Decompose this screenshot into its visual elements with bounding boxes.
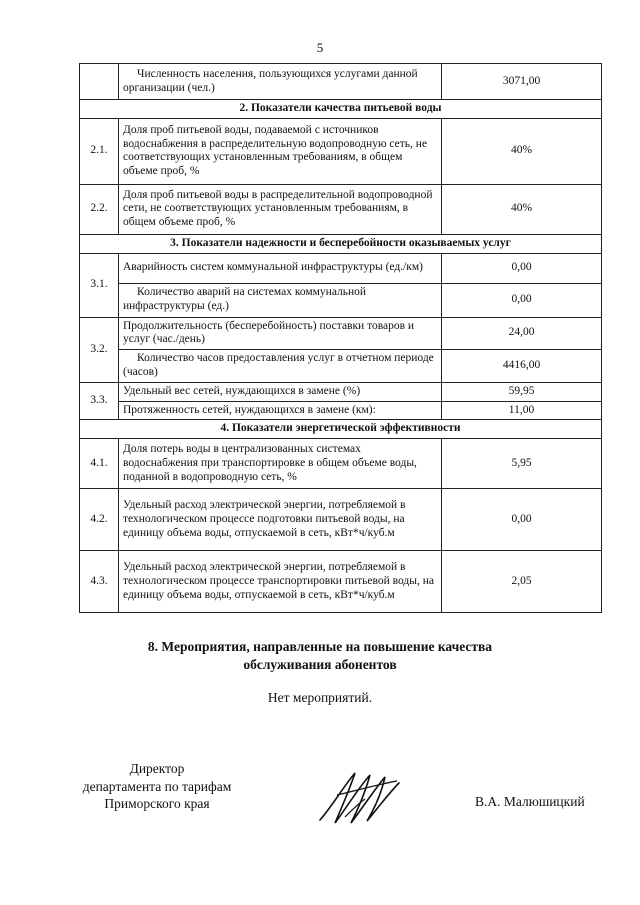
table-row xyxy=(80,184,602,234)
section-row xyxy=(80,100,602,119)
row-number-cell xyxy=(80,64,119,100)
page-number: 5 xyxy=(316,40,324,55)
row-value: 40% xyxy=(442,184,602,234)
row-value: 0,00 xyxy=(442,489,602,551)
section-8-text: Нет мероприятий. xyxy=(267,690,373,705)
table-row xyxy=(80,253,602,283)
row-value: 4416,00 xyxy=(442,350,602,383)
section-8-heading-line2: обслуживания абонентов xyxy=(243,656,397,672)
row-description: Доля потерь воды в централизованных системах водоснабжения при транспортировке в общем объеме воды, поданной в водопроводную сеть, % xyxy=(119,439,442,489)
section-heading-3: 3. Показатели надежности и бесперебойности оказываемых услуг xyxy=(80,234,602,253)
section-row xyxy=(80,234,602,253)
table-row xyxy=(80,118,602,184)
table-row xyxy=(80,350,602,383)
row-description: Протяженность сетей, нуждающихся в замене (км): xyxy=(119,401,442,420)
signatory-name: В.А. Малюшицкий xyxy=(475,794,585,809)
table-row xyxy=(80,317,602,350)
row-value: 3071,00 xyxy=(442,64,602,100)
handwritten-signature xyxy=(315,765,405,827)
signatory-title xyxy=(62,760,252,813)
row-value: 40% xyxy=(442,118,602,184)
row-value: 0,00 xyxy=(442,253,602,283)
row-description: Численность населения, пользующихся услугами данной организации (чел.) xyxy=(119,64,442,100)
row-number: 2.2. xyxy=(80,184,119,234)
row-value: 2,05 xyxy=(442,551,602,613)
signatory-title-line2: департамента по тарифам xyxy=(82,778,232,794)
row-number: 3.1. xyxy=(80,253,119,317)
row-description: Доля проб питьевой воды, подаваемой с источников водоснабжения в распределительную водопроводную сеть, не соответствующих установленным требованиям, в общем объеме проб, % xyxy=(119,118,442,184)
table-row xyxy=(80,439,602,489)
row-number: 4.2. xyxy=(80,489,119,551)
section-heading-4: 4. Показатели энергетической эффективности xyxy=(80,420,602,439)
row-value: 0,00 xyxy=(442,283,602,317)
table-row xyxy=(80,401,602,420)
row-number: 3.2. xyxy=(80,317,119,382)
signatory-title-line3: Приморского края xyxy=(104,796,210,812)
row-number: 2.1. xyxy=(80,118,119,184)
table-row xyxy=(80,489,602,551)
row-number: 4.1. xyxy=(80,439,119,489)
row-number: 3.3. xyxy=(80,382,119,420)
indicators-table xyxy=(79,63,602,613)
row-description: Доля проб питьевой воды в распределительной водопроводной сети, не соответствующих установленным требованиям, в общем объеме проб, % xyxy=(119,184,442,234)
section-8-heading xyxy=(0,638,640,673)
table-row xyxy=(80,382,602,401)
signatory-title-line1: Директор xyxy=(129,761,185,776)
table-row xyxy=(80,283,602,317)
section-8-heading-line1: 8. Мероприятия, направленные на повышение качества xyxy=(147,639,493,654)
row-description: Удельный расход электрической энергии, потребляемой в технологическом процессе подготовки питьевой воды, на единицу объема воды, отпускаемой в сеть, кВт*ч/куб.м xyxy=(119,489,442,551)
row-description: Удельный расход электрической энергии, потребляемой в технологическом процессе транспортировки питьевой воды, на единицу объема воды, отпускаемой в сеть, кВт*ч/куб.м xyxy=(119,551,442,613)
row-description: Количество аварий на системах коммунальной инфраструктуры (ед.) xyxy=(119,283,442,317)
row-number: 4.3. xyxy=(80,551,119,613)
row-description: Продолжительность (бесперебойность) поставки товаров и услуг (час./день) xyxy=(119,317,442,350)
row-value: 24,00 xyxy=(442,317,602,350)
row-description: Аварийность систем коммунальной инфраструктуры (ед./км) xyxy=(119,253,442,283)
row-description: Количество часов предоставления услуг в отчетном периоде (часов) xyxy=(119,350,442,383)
table-row xyxy=(80,64,602,100)
row-value: 5,95 xyxy=(442,439,602,489)
row-value: 11,00 xyxy=(442,401,602,420)
row-description: Удельный вес сетей, нуждающихся в замене (%) xyxy=(119,382,442,401)
section-row xyxy=(80,420,602,439)
section-heading-2: 2. Показатели качества питьевой воды xyxy=(80,100,602,119)
table-row xyxy=(80,551,602,613)
row-value: 59,95 xyxy=(442,382,602,401)
